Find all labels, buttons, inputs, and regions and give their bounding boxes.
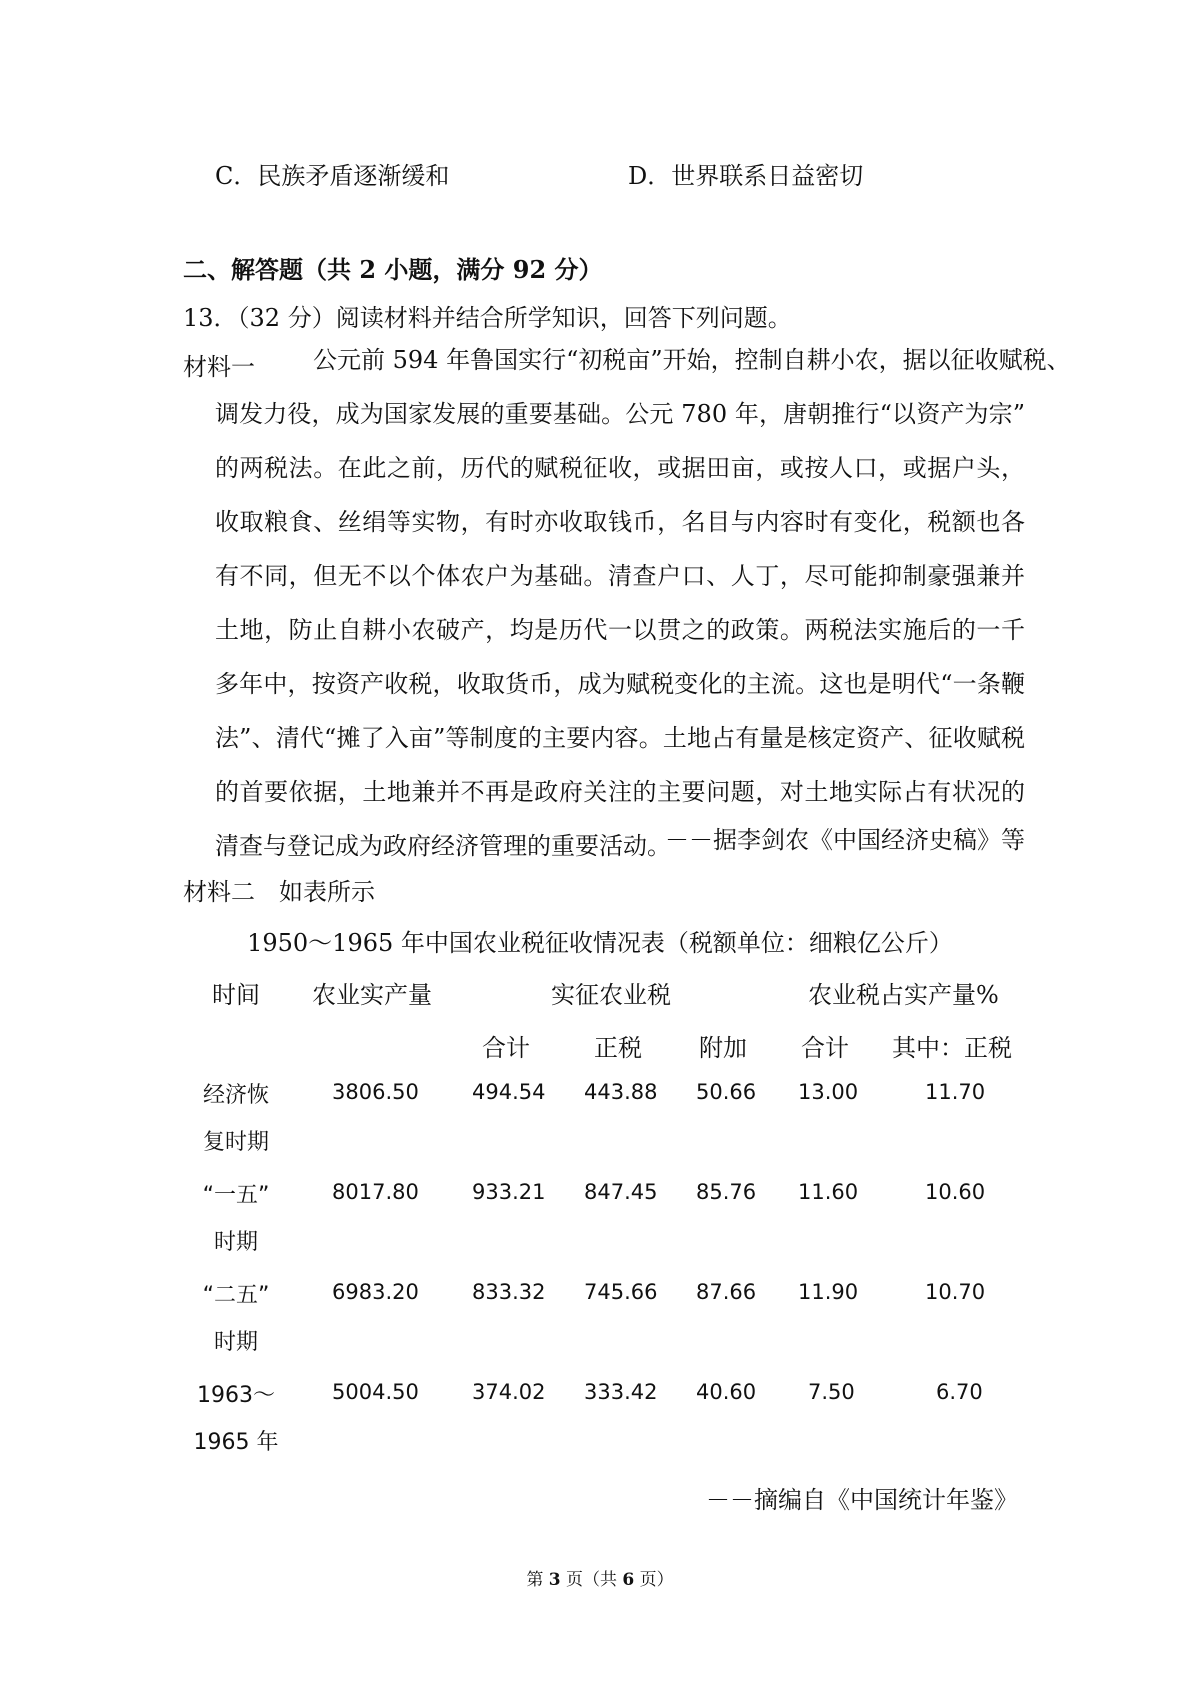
option-d: D．世界联系日益密切 (628, 162, 864, 190)
material1-line: 有不同，但无不以个体农户为基础。清查户口、人丁，尽可能抑制豪强兼并 (215, 562, 1025, 590)
header-tax-total: 合计 (482, 1034, 530, 1062)
cell-tax-regular: 847.45 (584, 1180, 658, 1204)
material1-line: 公元前 594 年鲁国实行“初税亩”开始，控制自耕小农，据以征收赋税、 (313, 346, 1071, 374)
row-period-line1: “二五” (202, 1283, 270, 1308)
footer-page-number: 3 (548, 1570, 561, 1590)
cell-ratio-regular: 10.60 (925, 1180, 986, 1204)
row-period-line1: “一五” (202, 1183, 270, 1208)
section-heading: 二、解答题（共 2 小题，满分 92 分） (183, 255, 603, 284)
material1-line: 的两税法。在此之前，历代的赋税征收，或据田亩，或按人口，或据户头， (215, 454, 1025, 482)
material1-line: 调发力役，成为国家发展的重要基础。公元 780 年，唐朝推行“以资产为宗” (215, 400, 1025, 428)
row-period-line2: 时期 (213, 1330, 258, 1355)
header-output: 农业实产量 (312, 981, 432, 1009)
question-13: 13．（32 分）阅读材料并结合所学知识，回答下列问题。 (183, 304, 792, 332)
cell-ratio-total: 11.90 (798, 1280, 859, 1304)
header-tax-extra: 附加 (699, 1034, 747, 1062)
header-time: 时间 (212, 981, 260, 1009)
material1-label: 材料一 (183, 353, 255, 381)
material1-source: －－据李剑农《中国经济史稿》等 (665, 826, 1025, 854)
material1-line: 清查与登记成为政府经济管理的重要活动。 (215, 832, 671, 860)
material1-line: 收取粮食、丝绢等实物，有时亦收取钱币，名目与内容时有变化，税额也各 (215, 508, 1025, 536)
cell-ratio-regular: 11.70 (925, 1080, 986, 1104)
footer-prefix: 第 (526, 1570, 549, 1590)
cell-tax-regular: 333.42 (584, 1380, 658, 1404)
cell-tax-extra: 50.66 (696, 1080, 757, 1104)
row-period-line1: 经济恢 (202, 1083, 269, 1108)
cell-output: 5004.50 (332, 1380, 419, 1404)
row-period-line2: 复时期 (202, 1130, 269, 1155)
header-ratio: 农业税占实产量% (808, 981, 999, 1009)
option-c: C．民族矛盾逐渐缓和 (215, 162, 450, 190)
cell-tax-total: 374.02 (472, 1380, 546, 1404)
cell-output: 8017.80 (332, 1180, 419, 1204)
material1-line: 土地，防止自耕小农破产，均是历代一以贯之的政策。两税法实施后的一千 (215, 616, 1025, 644)
cell-ratio-total: 7.50 (808, 1380, 855, 1404)
cell-tax-extra: 40.60 (696, 1380, 757, 1404)
material1-line: 多年中，按资产收税，收取货币，成为赋税变化的主流。这也是明代“一条鞭 (215, 670, 1025, 698)
cell-output: 3806.50 (332, 1080, 419, 1104)
footer-total-pages: 6 (622, 1570, 635, 1590)
cell-output: 6983.20 (332, 1280, 419, 1304)
cell-tax-extra: 85.76 (696, 1180, 757, 1204)
material2-source: －－摘编自《中国统计年鉴》 (706, 1486, 1018, 1514)
cell-tax-extra: 87.66 (696, 1280, 757, 1304)
row-period-line2: 1965 年 (193, 1430, 279, 1455)
header-tax: 实征农业税 (551, 981, 671, 1009)
cell-ratio-regular: 6.70 (936, 1380, 983, 1404)
cell-tax-total: 833.32 (472, 1280, 546, 1304)
footer-suffix: 页） (634, 1570, 674, 1590)
material2-label: 材料二 如表所示 (183, 878, 375, 906)
cell-tax-regular: 443.88 (584, 1080, 658, 1104)
header-ratio-regular: 其中：正税 (892, 1034, 1012, 1062)
cell-ratio-total: 11.60 (798, 1180, 859, 1204)
cell-ratio-regular: 10.70 (925, 1280, 986, 1304)
footer-middle: 页（共 (560, 1570, 623, 1590)
row-period-line2: 时期 (213, 1230, 258, 1255)
cell-tax-regular: 745.66 (584, 1280, 658, 1304)
table-title: 1950～1965 年中国农业税征收情况表（税额单位：细粮亿公斤） (247, 929, 953, 957)
cell-tax-total: 494.54 (472, 1080, 546, 1104)
row-period-line1: 1963～ (197, 1383, 275, 1408)
header-ratio-total: 合计 (801, 1034, 849, 1062)
material1-line: 法”、清代“摊了入亩”等制度的主要内容。土地占有量是核定资产、征收赋税 (215, 724, 1025, 752)
header-tax-regular: 正税 (594, 1034, 642, 1062)
cell-ratio-total: 13.00 (798, 1080, 859, 1104)
material1-line: 的首要依据，土地兼并不再是政府关注的主要问题，对土地实际占有状况的 (215, 778, 1025, 806)
cell-tax-total: 933.21 (472, 1180, 546, 1204)
material1-paragraph (215, 333, 1071, 873)
page-footer (0, 1565, 1200, 1590)
